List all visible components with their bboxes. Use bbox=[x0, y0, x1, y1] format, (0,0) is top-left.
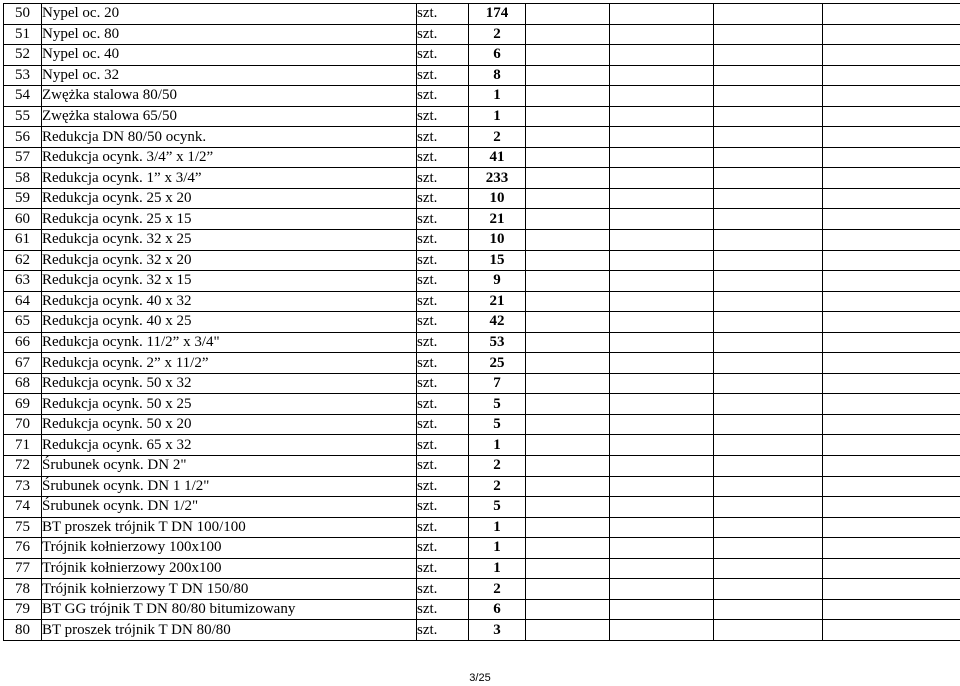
row-number-cell: 59 bbox=[4, 188, 42, 209]
empty-cell bbox=[823, 558, 960, 579]
empty-cell bbox=[823, 435, 960, 456]
empty-cell bbox=[823, 291, 960, 312]
item-name-cell: Nypel oc. 80 bbox=[42, 24, 417, 45]
table-row bbox=[4, 86, 960, 107]
empty-cell bbox=[526, 250, 610, 271]
row-number-cell: 79 bbox=[4, 599, 42, 620]
empty-cell bbox=[526, 394, 610, 415]
empty-cell bbox=[610, 209, 714, 230]
row-number-cell: 80 bbox=[4, 620, 42, 641]
row-number-cell: 77 bbox=[4, 558, 42, 579]
quantity-cell: 2 bbox=[469, 127, 526, 148]
empty-cell bbox=[823, 579, 960, 600]
item-name-cell: Zwężka stalowa 65/50 bbox=[42, 106, 417, 127]
table-row bbox=[4, 168, 960, 189]
empty-cell bbox=[526, 435, 610, 456]
table-row bbox=[4, 312, 960, 333]
empty-cell bbox=[823, 86, 960, 107]
quantity-cell: 21 bbox=[469, 291, 526, 312]
row-number-cell: 71 bbox=[4, 435, 42, 456]
table-row bbox=[4, 435, 960, 456]
empty-cell bbox=[823, 209, 960, 230]
item-name-cell: Redukcja ocynk. 40 x 32 bbox=[42, 291, 417, 312]
item-name-cell: Redukcja ocynk. 1” x 3/4” bbox=[42, 168, 417, 189]
quantity-cell: 2 bbox=[469, 476, 526, 497]
item-name-cell: Redukcja ocynk. 11/2” x 3/4" bbox=[42, 332, 417, 353]
row-number-cell: 73 bbox=[4, 476, 42, 497]
quantity-cell: 5 bbox=[469, 394, 526, 415]
empty-cell bbox=[714, 517, 823, 538]
empty-cell bbox=[610, 538, 714, 559]
unit-cell: szt. bbox=[417, 476, 469, 497]
item-name-cell: Redukcja ocynk. 50 x 20 bbox=[42, 414, 417, 435]
quantity-cell: 10 bbox=[469, 230, 526, 251]
item-name-cell: BT proszek trójnik T DN 80/80 bbox=[42, 620, 417, 641]
empty-cell bbox=[610, 456, 714, 477]
item-name-cell: Redukcja ocynk. 25 x 15 bbox=[42, 209, 417, 230]
row-number-cell: 76 bbox=[4, 538, 42, 559]
empty-cell bbox=[823, 538, 960, 559]
quantity-cell: 9 bbox=[469, 271, 526, 292]
empty-cell bbox=[714, 291, 823, 312]
table-row bbox=[4, 250, 960, 271]
empty-cell bbox=[526, 271, 610, 292]
empty-cell bbox=[714, 620, 823, 641]
unit-cell: szt. bbox=[417, 599, 469, 620]
empty-cell bbox=[610, 45, 714, 66]
item-name-cell: Nypel oc. 20 bbox=[42, 4, 417, 25]
empty-cell bbox=[714, 188, 823, 209]
empty-cell bbox=[714, 250, 823, 271]
empty-cell bbox=[610, 435, 714, 456]
empty-cell bbox=[714, 45, 823, 66]
empty-cell bbox=[526, 312, 610, 333]
item-name-cell: Trójnik kołnierzowy 100x100 bbox=[42, 538, 417, 559]
table-row bbox=[4, 579, 960, 600]
quantity-cell: 174 bbox=[469, 4, 526, 25]
item-name-cell: BT GG trójnik T DN 80/80 bitumizowany bbox=[42, 599, 417, 620]
unit-cell: szt. bbox=[417, 106, 469, 127]
unit-cell: szt. bbox=[417, 538, 469, 559]
empty-cell bbox=[714, 127, 823, 148]
empty-cell bbox=[526, 188, 610, 209]
unit-cell: szt. bbox=[417, 168, 469, 189]
unit-cell: szt. bbox=[417, 188, 469, 209]
unit-cell: szt. bbox=[417, 230, 469, 251]
empty-cell bbox=[526, 168, 610, 189]
row-number-cell: 63 bbox=[4, 271, 42, 292]
unit-cell: szt. bbox=[417, 147, 469, 168]
row-number-cell: 67 bbox=[4, 353, 42, 374]
quantity-cell: 25 bbox=[469, 353, 526, 374]
item-name-cell: Redukcja ocynk. 25 x 20 bbox=[42, 188, 417, 209]
empty-cell bbox=[823, 106, 960, 127]
empty-cell bbox=[823, 250, 960, 271]
table-row bbox=[4, 373, 960, 394]
table-row bbox=[4, 558, 960, 579]
unit-cell: szt. bbox=[417, 620, 469, 641]
empty-cell bbox=[610, 106, 714, 127]
empty-cell bbox=[823, 127, 960, 148]
empty-cell bbox=[610, 414, 714, 435]
row-number-cell: 66 bbox=[4, 332, 42, 353]
table-row bbox=[4, 456, 960, 477]
table-row bbox=[4, 599, 960, 620]
item-name-cell: Zwężka stalowa 80/50 bbox=[42, 86, 417, 107]
row-number-cell: 68 bbox=[4, 373, 42, 394]
empty-cell bbox=[610, 168, 714, 189]
empty-cell bbox=[823, 188, 960, 209]
empty-cell bbox=[526, 24, 610, 45]
empty-cell bbox=[526, 147, 610, 168]
item-name-cell: Redukcja ocynk. 65 x 32 bbox=[42, 435, 417, 456]
table-row bbox=[4, 620, 960, 641]
empty-cell bbox=[714, 86, 823, 107]
empty-cell bbox=[610, 147, 714, 168]
item-name-cell: Trójnik kołnierzowy T DN 150/80 bbox=[42, 579, 417, 600]
empty-cell bbox=[823, 168, 960, 189]
quantity-cell: 10 bbox=[469, 188, 526, 209]
table-row bbox=[4, 414, 960, 435]
unit-cell: szt. bbox=[417, 456, 469, 477]
row-number-cell: 78 bbox=[4, 579, 42, 600]
table-row bbox=[4, 476, 960, 497]
empty-cell bbox=[714, 414, 823, 435]
unit-cell: szt. bbox=[417, 4, 469, 25]
item-name-cell: Redukcja ocynk. 50 x 32 bbox=[42, 373, 417, 394]
row-number-cell: 69 bbox=[4, 394, 42, 415]
empty-cell bbox=[823, 373, 960, 394]
quantity-cell: 6 bbox=[469, 45, 526, 66]
item-name-cell: Redukcja ocynk. 40 x 25 bbox=[42, 312, 417, 333]
table-row bbox=[4, 127, 960, 148]
unit-cell: szt. bbox=[417, 24, 469, 45]
quantity-cell: 1 bbox=[469, 517, 526, 538]
unit-cell: szt. bbox=[417, 45, 469, 66]
table-row bbox=[4, 147, 960, 168]
empty-cell bbox=[610, 188, 714, 209]
item-name-cell: Redukcja ocynk. 50 x 25 bbox=[42, 394, 417, 415]
empty-cell bbox=[610, 497, 714, 518]
empty-cell bbox=[526, 599, 610, 620]
quantity-cell: 15 bbox=[469, 250, 526, 271]
table-row bbox=[4, 230, 960, 251]
quantity-cell: 1 bbox=[469, 558, 526, 579]
empty-cell bbox=[526, 538, 610, 559]
row-number-cell: 55 bbox=[4, 106, 42, 127]
empty-cell bbox=[823, 271, 960, 292]
row-number-cell: 75 bbox=[4, 517, 42, 538]
empty-cell bbox=[610, 373, 714, 394]
table-row bbox=[4, 106, 960, 127]
empty-cell bbox=[526, 620, 610, 641]
unit-cell: szt. bbox=[417, 558, 469, 579]
unit-cell: szt. bbox=[417, 414, 469, 435]
row-number-cell: 56 bbox=[4, 127, 42, 148]
unit-cell: szt. bbox=[417, 271, 469, 292]
empty-cell bbox=[526, 476, 610, 497]
quantity-cell: 21 bbox=[469, 209, 526, 230]
table-row bbox=[4, 45, 960, 66]
item-name-cell: Nypel oc. 40 bbox=[42, 45, 417, 66]
empty-cell bbox=[714, 599, 823, 620]
empty-cell bbox=[526, 456, 610, 477]
empty-cell bbox=[526, 414, 610, 435]
empty-cell bbox=[526, 579, 610, 600]
empty-cell bbox=[714, 435, 823, 456]
table-row bbox=[4, 394, 960, 415]
quantity-cell: 41 bbox=[469, 147, 526, 168]
empty-cell bbox=[714, 353, 823, 374]
empty-cell bbox=[714, 230, 823, 251]
empty-cell bbox=[610, 517, 714, 538]
quantity-cell: 6 bbox=[469, 599, 526, 620]
empty-cell bbox=[714, 106, 823, 127]
empty-cell bbox=[526, 86, 610, 107]
unit-cell: szt. bbox=[417, 435, 469, 456]
item-name-cell: BT proszek trójnik T DN 100/100 bbox=[42, 517, 417, 538]
empty-cell bbox=[714, 456, 823, 477]
empty-cell bbox=[526, 291, 610, 312]
empty-cell bbox=[823, 230, 960, 251]
empty-cell bbox=[823, 414, 960, 435]
empty-cell bbox=[714, 65, 823, 86]
empty-cell bbox=[823, 476, 960, 497]
item-name-cell: Nypel oc. 32 bbox=[42, 65, 417, 86]
inventory-table-body bbox=[4, 4, 960, 641]
unit-cell: szt. bbox=[417, 86, 469, 107]
table-row bbox=[4, 271, 960, 292]
unit-cell: szt. bbox=[417, 394, 469, 415]
empty-cell bbox=[526, 497, 610, 518]
quantity-cell: 2 bbox=[469, 456, 526, 477]
empty-cell bbox=[823, 24, 960, 45]
empty-cell bbox=[526, 332, 610, 353]
empty-cell bbox=[714, 24, 823, 45]
row-number-cell: 74 bbox=[4, 497, 42, 518]
empty-cell bbox=[823, 65, 960, 86]
row-number-cell: 54 bbox=[4, 86, 42, 107]
empty-cell bbox=[526, 558, 610, 579]
unit-cell: szt. bbox=[417, 332, 469, 353]
empty-cell bbox=[610, 86, 714, 107]
table-row bbox=[4, 291, 960, 312]
empty-cell bbox=[823, 353, 960, 374]
item-name-cell: Śrubunek ocynk. DN 1 1/2" bbox=[42, 476, 417, 497]
table-row bbox=[4, 24, 960, 45]
row-number-cell: 70 bbox=[4, 414, 42, 435]
unit-cell: szt. bbox=[417, 250, 469, 271]
table-row bbox=[4, 4, 960, 25]
row-number-cell: 53 bbox=[4, 65, 42, 86]
empty-cell bbox=[526, 353, 610, 374]
unit-cell: szt. bbox=[417, 353, 469, 374]
unit-cell: szt. bbox=[417, 579, 469, 600]
empty-cell bbox=[610, 579, 714, 600]
unit-cell: szt. bbox=[417, 497, 469, 518]
empty-cell bbox=[714, 579, 823, 600]
empty-cell bbox=[610, 394, 714, 415]
empty-cell bbox=[526, 127, 610, 148]
empty-cell bbox=[714, 4, 823, 25]
empty-cell bbox=[610, 271, 714, 292]
quantity-cell: 1 bbox=[469, 538, 526, 559]
empty-cell bbox=[714, 538, 823, 559]
row-number-cell: 62 bbox=[4, 250, 42, 271]
quantity-cell: 1 bbox=[469, 86, 526, 107]
empty-cell bbox=[714, 332, 823, 353]
empty-cell bbox=[526, 517, 610, 538]
quantity-cell: 42 bbox=[469, 312, 526, 333]
table-row bbox=[4, 497, 960, 518]
empty-cell bbox=[526, 4, 610, 25]
empty-cell bbox=[823, 332, 960, 353]
empty-cell bbox=[714, 209, 823, 230]
empty-cell bbox=[526, 65, 610, 86]
row-number-cell: 50 bbox=[4, 4, 42, 25]
empty-cell bbox=[526, 106, 610, 127]
page-number: 3/25 bbox=[469, 672, 491, 684]
item-name-cell: Redukcja ocynk. 2” x 11/2” bbox=[42, 353, 417, 374]
empty-cell bbox=[610, 65, 714, 86]
empty-cell bbox=[610, 4, 714, 25]
unit-cell: szt. bbox=[417, 65, 469, 86]
row-number-cell: 57 bbox=[4, 147, 42, 168]
empty-cell bbox=[714, 147, 823, 168]
empty-cell bbox=[823, 599, 960, 620]
quantity-cell: 1 bbox=[469, 106, 526, 127]
empty-cell bbox=[823, 620, 960, 641]
empty-cell bbox=[823, 312, 960, 333]
item-name-cell: Redukcja ocynk. 3/4” x 1/2” bbox=[42, 147, 417, 168]
empty-cell bbox=[610, 24, 714, 45]
item-name-cell: Trójnik kołnierzowy 200x100 bbox=[42, 558, 417, 579]
quantity-cell: 8 bbox=[469, 65, 526, 86]
row-number-cell: 64 bbox=[4, 291, 42, 312]
quantity-cell: 2 bbox=[469, 579, 526, 600]
item-name-cell: Śrubunek ocynk. DN 1/2" bbox=[42, 497, 417, 518]
unit-cell: szt. bbox=[417, 209, 469, 230]
row-number-cell: 65 bbox=[4, 312, 42, 333]
empty-cell bbox=[823, 4, 960, 25]
empty-cell bbox=[610, 353, 714, 374]
quantity-cell: 3 bbox=[469, 620, 526, 641]
table-row bbox=[4, 65, 960, 86]
empty-cell bbox=[823, 517, 960, 538]
quantity-cell: 5 bbox=[469, 497, 526, 518]
unit-cell: szt. bbox=[417, 312, 469, 333]
empty-cell bbox=[526, 373, 610, 394]
empty-cell bbox=[526, 230, 610, 251]
empty-cell bbox=[610, 312, 714, 333]
unit-cell: szt. bbox=[417, 291, 469, 312]
empty-cell bbox=[526, 209, 610, 230]
table-row bbox=[4, 517, 960, 538]
empty-cell bbox=[714, 168, 823, 189]
unit-cell: szt. bbox=[417, 517, 469, 538]
empty-cell bbox=[714, 373, 823, 394]
unit-cell: szt. bbox=[417, 373, 469, 394]
empty-cell bbox=[610, 332, 714, 353]
quantity-cell: 7 bbox=[469, 373, 526, 394]
empty-cell bbox=[610, 127, 714, 148]
row-number-cell: 52 bbox=[4, 45, 42, 66]
empty-cell bbox=[610, 291, 714, 312]
empty-cell bbox=[714, 558, 823, 579]
empty-cell bbox=[610, 476, 714, 497]
item-name-cell: Redukcja ocynk. 32 x 25 bbox=[42, 230, 417, 251]
table-row bbox=[4, 538, 960, 559]
empty-cell bbox=[610, 250, 714, 271]
empty-cell bbox=[823, 147, 960, 168]
row-number-cell: 61 bbox=[4, 230, 42, 251]
table-row bbox=[4, 332, 960, 353]
item-name-cell: Redukcja DN 80/50 ocynk. bbox=[42, 127, 417, 148]
quantity-cell: 53 bbox=[469, 332, 526, 353]
empty-cell bbox=[526, 45, 610, 66]
item-name-cell: Redukcja ocynk. 32 x 15 bbox=[42, 271, 417, 292]
quantity-cell: 1 bbox=[469, 435, 526, 456]
empty-cell bbox=[610, 599, 714, 620]
empty-cell bbox=[610, 620, 714, 641]
empty-cell bbox=[714, 271, 823, 292]
empty-cell bbox=[714, 497, 823, 518]
table-row bbox=[4, 353, 960, 374]
empty-cell bbox=[610, 230, 714, 251]
item-name-cell: Redukcja ocynk. 32 x 20 bbox=[42, 250, 417, 271]
quantity-cell: 2 bbox=[469, 24, 526, 45]
empty-cell bbox=[823, 45, 960, 66]
empty-cell bbox=[823, 497, 960, 518]
inventory-table bbox=[3, 3, 960, 641]
empty-cell bbox=[714, 476, 823, 497]
empty-cell bbox=[823, 456, 960, 477]
unit-cell: szt. bbox=[417, 127, 469, 148]
row-number-cell: 58 bbox=[4, 168, 42, 189]
item-name-cell: Śrubunek ocynk. DN 2" bbox=[42, 456, 417, 477]
quantity-cell: 233 bbox=[469, 168, 526, 189]
quantity-cell: 5 bbox=[469, 414, 526, 435]
row-number-cell: 51 bbox=[4, 24, 42, 45]
row-number-cell: 72 bbox=[4, 456, 42, 477]
empty-cell bbox=[714, 394, 823, 415]
empty-cell bbox=[823, 394, 960, 415]
row-number-cell: 60 bbox=[4, 209, 42, 230]
empty-cell bbox=[610, 558, 714, 579]
empty-cell bbox=[714, 312, 823, 333]
table-row bbox=[4, 188, 960, 209]
table-row bbox=[4, 209, 960, 230]
